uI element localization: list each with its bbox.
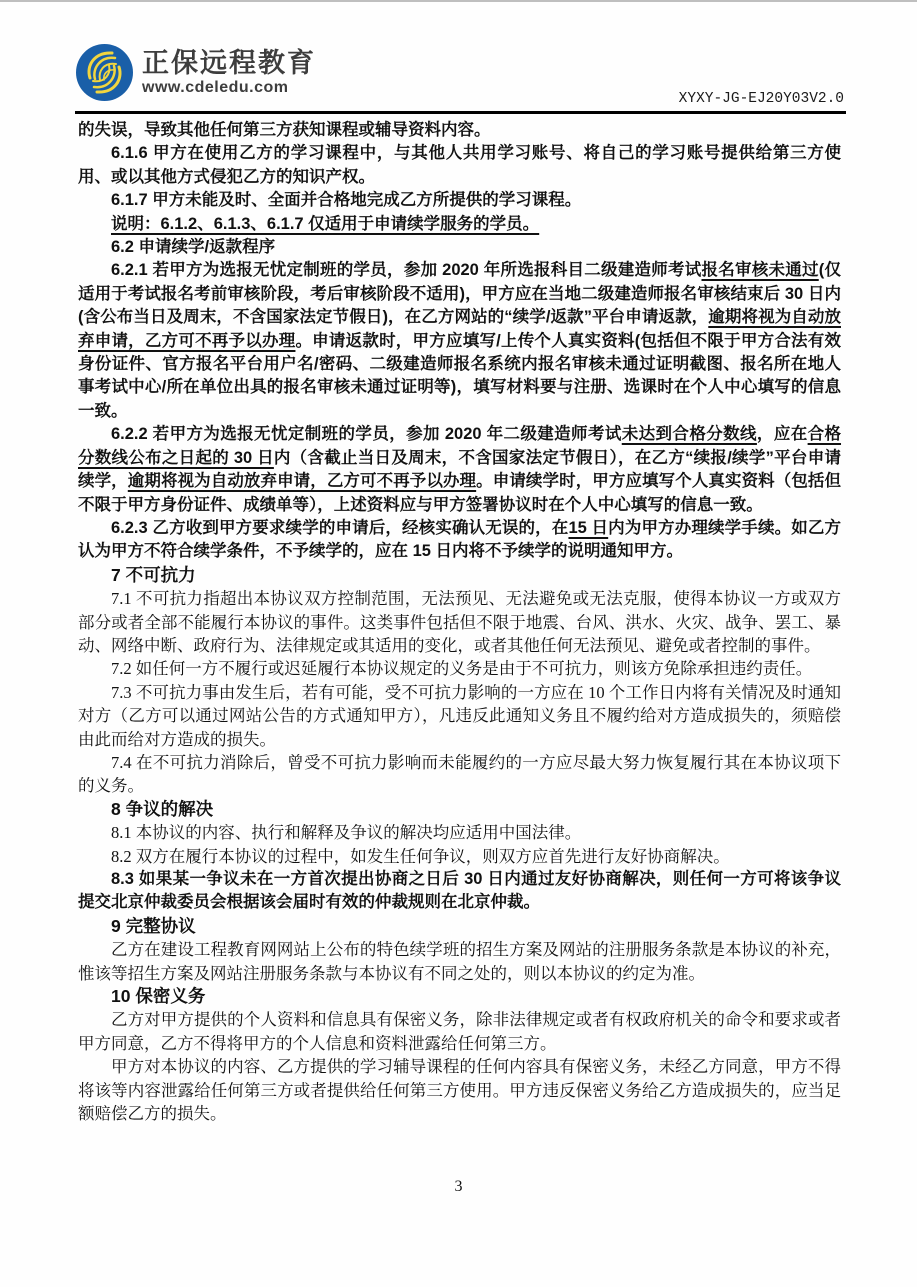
underlined-text: 逾期将视为自动放弃申请，乙方可不再予以办理 [78, 308, 841, 350]
text-segment: 10 保密义务 [111, 986, 206, 1007]
paragraph [78, 517, 841, 564]
text-segment: 8 争议的解决 [111, 798, 214, 819]
paragraph [78, 657, 841, 680]
text-segment: 6.1.6 甲方在使用乙方的学习课程中，与其他人共用学习账号、将自己的学习账号提供给第三方使用、或以其他方式侵犯乙方的知识产权。 [78, 144, 841, 186]
text-segment: 7.2 如任何一方不履行或迟延履行本协议规定的义务是由于不可抗力，则该方免除承担违约责任。 [111, 659, 813, 679]
paragraph [78, 821, 841, 844]
text-segment: 甲方对本协议的内容、乙方提供的学习辅导课程的任何内容具有保密义务，未经乙方同意，甲方不得将该等内容泄露给任何第三方或者提供给任何第三方使用。甲方违反保密义务给乙方造成损失的，应当足额赔偿乙方的损失。 [78, 1057, 841, 1124]
section-heading [78, 564, 841, 587]
brand-name: 正保远程教育 [142, 48, 316, 79]
text-segment: 8.2 双方在履行本协议的过程中，如发生任何争议，则双方应首先进行友好协商解决。 [111, 846, 730, 866]
text-segment: 内（含截止当日及周末，不含国家法定节假日），在乙方“续报/续学”平台申请续学， [78, 448, 841, 491]
paragraph [78, 1055, 841, 1125]
paragraph [78, 938, 841, 985]
text-segment: (仅适用于考试报名考前审核阶段，考后审核阶段不适用)，甲方应在当地二级建造师报名审核结束后 30 日内(含公布当日及周末，不含国家法定节假日)，在乙方网站的“续学/返款”平台申请返款， [78, 261, 841, 327]
app-logo [76, 44, 316, 101]
paragraph [78, 119, 841, 142]
text-segment: 8.1 本协议的内容、执行和解释及争议的解决均应适用中国法律。 [111, 823, 582, 843]
text-segment: 7.1 不可抗力指超出本协议双方控制范围，无法预见、无法避免或无法克服，使得本协议一方或双方部分或者全部不能履行本协议的事件。这类事件包括但不限于地震、台风、洪水、火灾、战争、罢工、暴动、网络中断、政府行为、法律规定或其适用的变化，或者其他任何无法预见、避免或者控制的事件。 [78, 589, 841, 655]
header-rule [75, 111, 846, 114]
paragraph [78, 681, 841, 751]
paragraph [78, 259, 841, 423]
underlined-text: 说明：6.1.2、6.1.3、6.1.7 仅适用于申请续学服务的学员。 [111, 214, 540, 233]
paragraph [78, 423, 841, 517]
underlined-text: 15 日 [568, 518, 609, 537]
paragraph [78, 587, 841, 657]
underlined-text: 逾期将视为自动放弃申请，乙方可不再予以办理 [127, 472, 477, 491]
paragraph [78, 189, 841, 212]
paragraph [78, 868, 841, 915]
section-heading [78, 985, 841, 1008]
text-segment: 内为甲方办理续学手续。如乙方认为甲方不符合续学条件，不予续学的，应在 15 日内将不予续学的说明通知甲方。 [78, 518, 841, 561]
document-body [0, 114, 917, 1125]
page-number: 3 [454, 1178, 463, 1195]
text-segment: 7.4 在不可抗力消除后，曾受不可抗力影响而未能履约的一方应尽最大努力恢复履行其在本协议项下的义务。 [78, 752, 841, 796]
text-segment: 的失误，导致其他任何第三方获知课程或辅导资料内容。 [78, 121, 491, 139]
text-segment: 6.2.3 乙方收到甲方要求续学的申请后，经核实确认无误的，在 [111, 518, 569, 537]
text-segment: 6.2 申请续学/返款程序 [111, 238, 276, 257]
text-segment: 7 不可抗力 [111, 564, 196, 585]
text-segment: 6.1.7 甲方未能及时、全面并合格地完成乙方所提供的学习课程。 [111, 191, 582, 210]
paragraph [78, 142, 841, 189]
text-segment: 。申请续学时，甲方应填写个人真实资料（包括但不限于甲方身份证件、成绩单等），上述资料应与甲方签署协议时在个人中心填写的信息一致。 [78, 472, 842, 514]
text-segment: 7.3 不可抗力事由发生后，若有可能，受不可抗力影响的一方应在 10 个工作日内将有关情况及时通知对方（乙方可以通过网站公告的方式通知甲方），凡违反此通知义务且不履约给对方造成损失的，须赔偿由此而给对方造成的损失。 [78, 682, 841, 749]
logo-mark-icon [76, 44, 133, 101]
paragraph [78, 845, 841, 868]
brand-url: www.cdeledu.com [142, 79, 289, 97]
text-segment: 6.2.2 若甲方为选报无忧定制班的学员，参加 2020 年二级建造师考试 [111, 425, 622, 444]
section-heading [78, 798, 841, 821]
text-segment: 9 完整协议 [111, 915, 196, 936]
paragraph [78, 213, 841, 236]
brand-text [142, 48, 316, 97]
text-segment: 6.2.1 若甲方为选报无忧定制班的学员，参加 2020 年所选报科目二级建造师考试 [111, 261, 702, 280]
text-segment: 乙方对甲方提供的个人资料和信息具有保密义务，除非法律规定或者有权政府机关的命令和要求或者甲方同意，乙方不得将甲方的个人信息和资料泄露给任何第三方。 [78, 1010, 841, 1053]
section-heading [78, 915, 841, 938]
underlined-text: 报名审核未通过 [701, 261, 819, 280]
paragraph [78, 751, 841, 798]
paragraph [78, 236, 841, 259]
text-segment: ，应在 [756, 425, 808, 444]
text-segment: 8.3 如果某一争议未在一方首次提出协商之日后 30 日内通过友好协商解决，则任何一方可将该争议提交北京仲裁委员会根据该会届时有效的仲裁规则在北京仲裁。 [78, 870, 841, 912]
underlined-text: 未达到合格分数线 [621, 425, 757, 444]
text-segment: 。申请返款时，甲方应填写/上传个人真实资料(包括但不限于甲方合法有效身份证件、官方报名平台用户名/密码、二级建造师报名系统内报名审核未通过证明截图、报名所在地人事考试中心/所在单位出具的报名审核未通过证明等)，填写材料要与注册、选课时在个人中心填写的信息一致。 [78, 331, 841, 420]
document-code: XYXY-JG-EJ20Y03V2.0 [678, 91, 844, 107]
text-segment: 乙方在建设工程教育网网站上公布的特色续学班的招生方案及网站的注册服务条款是本协议的补充，惟该等招生方案及网站注册服务条款与本协议有不同之处的，则以本协议的约定为准。 [78, 940, 841, 983]
page-header [0, 2, 917, 114]
underlined-text: 合格分数线公布之日起的 30 日 [78, 425, 842, 467]
paragraph [78, 1008, 841, 1055]
